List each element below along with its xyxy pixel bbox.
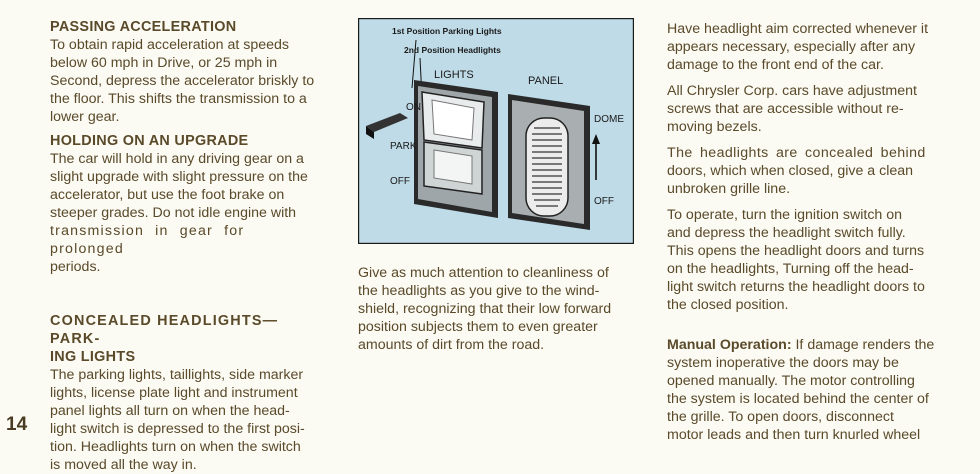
passing-acceleration-heading: PASSING ACCELERATION — [50, 19, 237, 35]
text-line: The headlights are concealed behind — [667, 145, 926, 161]
headlight-switch-illustration — [358, 18, 634, 244]
manual-operation-label: Manual Operation: — [667, 337, 792, 353]
text-line: tion. Headlights turn on when the switch — [50, 439, 301, 455]
text-line: the system is located behind the center of — [667, 391, 929, 407]
text-line: screws that are accessible without re- — [667, 101, 904, 117]
text-line: moving bezels. — [667, 119, 762, 135]
text-line: is moved all the way in. — [50, 457, 197, 473]
text-line: position subjects them to even greater — [358, 319, 598, 335]
label-off-right: OFF — [594, 196, 614, 207]
text-line: motor leads and then turn knurled wheel — [667, 427, 921, 443]
text-line: opened manually. The motor controlling — [667, 373, 915, 389]
text-line: the grille. To open doors, disconnect — [667, 409, 894, 425]
holding-upgrade-text — [50, 150, 326, 276]
panel-thumbwheel — [526, 118, 568, 216]
text-line: the closed position. — [667, 297, 789, 313]
text-line: below 60 mph in Drive, or 25 mph in — [50, 55, 278, 71]
text-line: lights, license plate light and instrument — [50, 385, 298, 401]
text-line: Have headlight aim corrected whenever it — [667, 21, 929, 37]
concealed-headlights-heading: CONCEALED HEADLIGHTS—PARK- — [50, 313, 279, 347]
label-panel: PANEL — [528, 75, 564, 87]
holding-upgrade-heading: HOLDING ON AN UPGRADE — [50, 133, 249, 149]
text-line: This opens the headlight doors and turns — [667, 243, 925, 259]
switch-diagram — [358, 18, 634, 244]
text-line: Second, depress the accelerator briskly to — [50, 73, 315, 89]
label-2nd-position: 2nd Position Headlights — [404, 45, 501, 55]
text-line: amounts of dirt from the road. — [358, 337, 545, 353]
text-line: light switch is depressed to the first posi- — [50, 421, 305, 437]
text-line: All Chrysler Corp. cars have adjustment — [667, 83, 917, 99]
label-1st-position: 1st Position Parking Lights — [392, 26, 502, 36]
text-line: To obtain rapid acceleration at speeds — [50, 37, 289, 53]
text-line: slight upgrade with slight pressure on the — [50, 169, 308, 185]
manual-operation-paragraph — [667, 336, 943, 444]
text-line: transmission in gear for prolonged — [50, 223, 245, 257]
text-line: system inoperative the doors may be — [667, 355, 899, 371]
middle-column-text — [358, 264, 638, 354]
text-line: light switch returns the headlight doors to — [667, 279, 925, 295]
text-line: Give as much attention to cleanliness of — [358, 265, 609, 281]
text-line: unbroken grille line. — [667, 181, 791, 197]
concealed-headlights-heading-cont: ING LIGHTS — [50, 349, 136, 365]
text-line: the floor. This shifts the transmission to a — [50, 91, 307, 107]
operate-paragraph — [667, 206, 943, 314]
text-line: and depress the headlight switch fully. — [667, 225, 906, 241]
text-line: on the headlights, Turning off the head- — [667, 261, 914, 277]
label-dome: DOME — [594, 114, 624, 125]
text-span: If damage renders the — [791, 337, 935, 353]
text-line — [667, 336, 943, 354]
text-line: doors, which when closed, give a clean — [667, 163, 914, 179]
text-line: steeper grades. Do not idle engine with — [50, 205, 297, 221]
text-line: accelerator, but use the foot brake on — [50, 187, 285, 203]
text-line: damage to the front end of the car. — [667, 57, 884, 73]
label-on: ON — [406, 102, 421, 113]
text-line: panel lights all turn on when the head- — [50, 403, 290, 419]
label-park: PARK — [390, 141, 417, 152]
passing-acceleration-text — [50, 36, 326, 126]
text-line: The parking lights, taillights, side marker — [50, 367, 304, 383]
text-line: The car will hold in any driving gear on a — [50, 151, 304, 167]
text-line: shield, recognizing that their low forward — [358, 301, 612, 317]
text-line: appears necessary, especially after any — [667, 39, 916, 55]
concealed-doors-paragraph — [667, 144, 943, 198]
text-line: lower gear. — [50, 109, 120, 125]
headlight-aim-paragraph — [667, 20, 943, 74]
right-column — [667, 20, 943, 444]
lights-rocker-lower-highlight — [434, 150, 472, 184]
text-line: To operate, turn the ignition switch on — [667, 207, 903, 223]
text-line: the headlights as you give to the wind- — [358, 283, 600, 299]
left-column — [50, 18, 326, 474]
label-lights: LIGHTS — [434, 69, 474, 81]
page-number: 14 — [6, 414, 28, 435]
label-off-left: OFF — [390, 176, 410, 187]
chrysler-adjustment-paragraph — [667, 82, 943, 136]
text-line: periods. — [50, 259, 101, 275]
concealed-headlights-text — [50, 366, 326, 474]
